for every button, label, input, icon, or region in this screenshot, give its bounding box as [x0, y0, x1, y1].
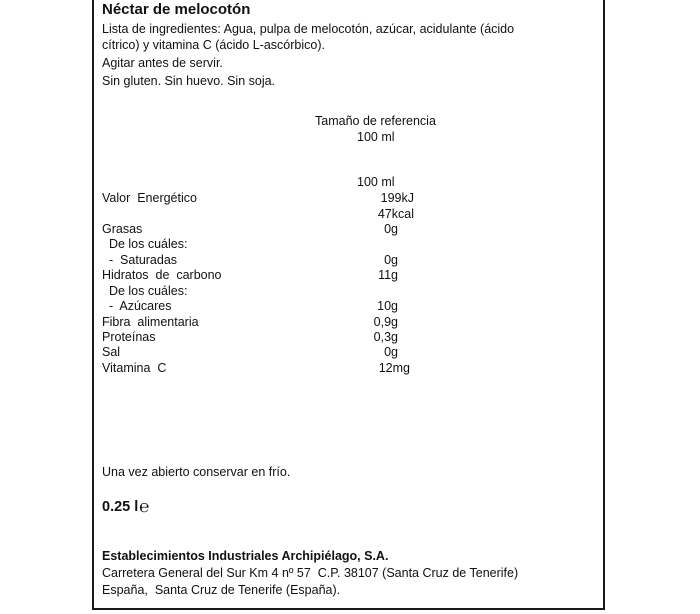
nutrition-row-value: 0,9g [373, 315, 398, 329]
estimated-sign-icon: ℮ [139, 497, 150, 516]
nutrition-column-header: 100 ml [357, 175, 395, 189]
nutrition-row-value: 11g [378, 268, 398, 282]
reference-size-label: Tamaño de referencia [315, 114, 436, 128]
nutrition-row-value: 0,3g [373, 330, 398, 344]
storage-note: Una vez abierto conservar en frío. [102, 465, 291, 479]
shake-note: Agitar antes de servir. [102, 56, 223, 70]
ingredients-line-1: Lista de ingredientes: Agua, pulpa de melocotón, azúcar, acidulante (ácido [102, 22, 515, 36]
reference-size-value: 100 ml [357, 130, 395, 144]
nutrition-row-value: 10g [377, 299, 398, 313]
nutrition-row-value: 0g [384, 253, 398, 267]
nutrition-row-label: Vitamina C [102, 361, 167, 375]
nutrition-row-label: Grasas [102, 222, 143, 236]
nutrition-row-value: 0g [384, 345, 398, 359]
nutrition-row-value: 47kcal [377, 207, 414, 221]
nutrition-row-value: 12mg [378, 361, 410, 375]
company-address-line-2: España, Santa Cruz de Tenerife (España). [102, 583, 341, 597]
nutrition-row-value: 199kJ [380, 191, 414, 205]
ingredients-line-2: cítrico) y vitamina C (ácido L-ascórbico). [102, 38, 325, 52]
nutrition-row-label: De los cuáles: [102, 284, 188, 298]
nutrition-row-label: Valor Energético [102, 191, 197, 205]
nutrition-row-label: Sal [102, 345, 121, 359]
company-address-line-1: Carretera General del Sur Km 4 nº 57 C.P. 38107 (Santa Cruz de Tenerife) [102, 566, 519, 580]
net-quantity [102, 497, 150, 516]
nutrition-row-label: De los cuáles: [102, 237, 188, 251]
nutrition-row-value: 0g [384, 222, 398, 236]
net-quantity-value: 0.25 l [102, 499, 139, 515]
nutrition-row-label: Proteínas [102, 330, 156, 344]
nutrition-row-label: Hidratos de carbono [102, 268, 222, 282]
nutrition-row-label: - Azúcares [102, 299, 172, 313]
nutrition-row-label: - Saturadas [102, 253, 178, 267]
nutrition-row-label: Fibra alimentaria [102, 315, 199, 329]
company-name: Establecimientos Industriales Archipiélago, S.A. [102, 549, 389, 563]
allergen-note: Sin gluten. Sin huevo. Sin soja. [102, 74, 276, 88]
product-title: Néctar de melocotón [102, 1, 251, 18]
